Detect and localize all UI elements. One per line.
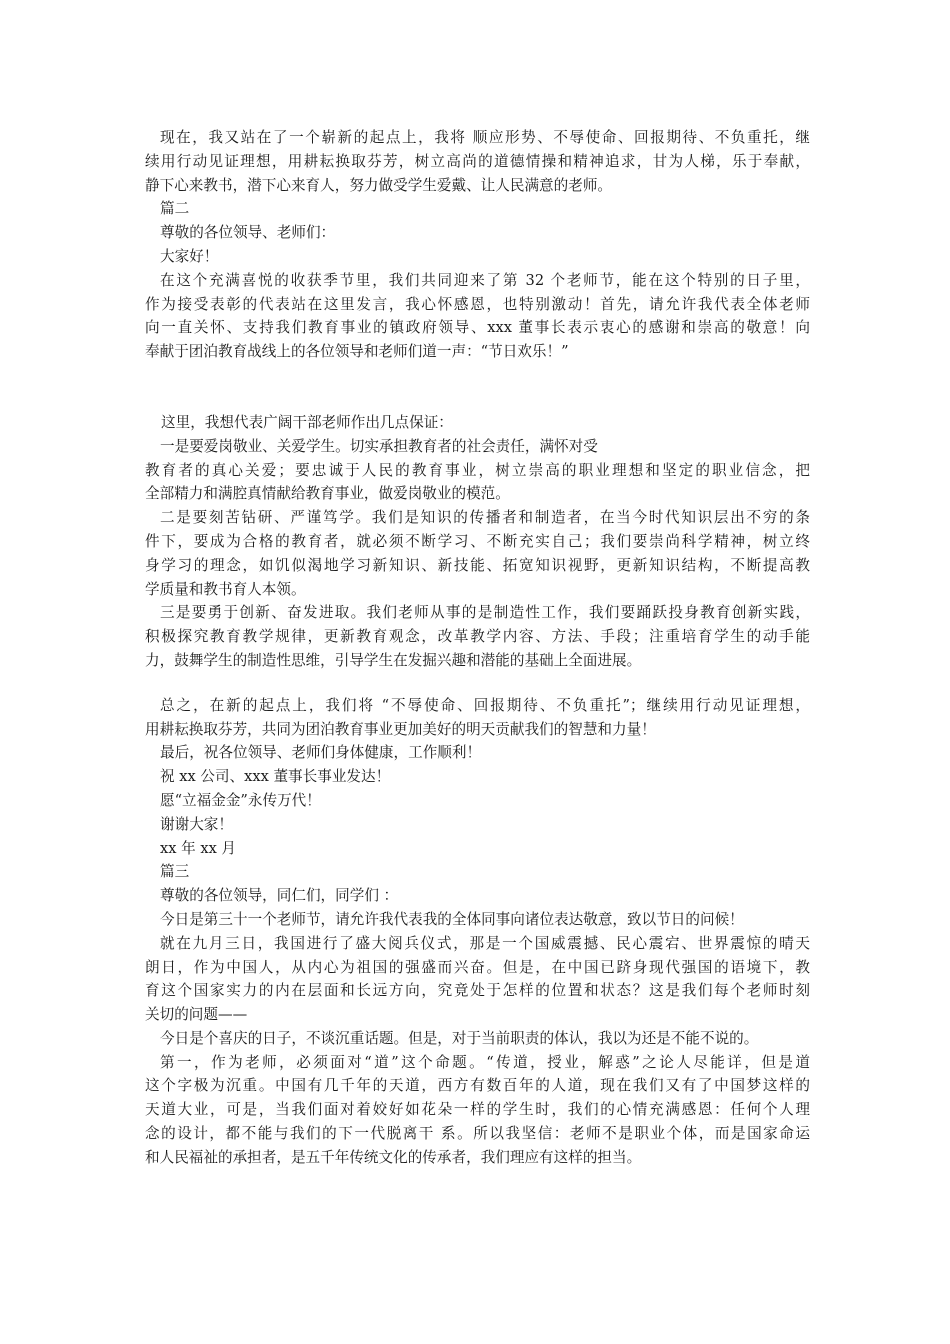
text-line: 和人民福祉的承担者，是五千年传统文化的传承者，我们理应有这样的担当。 <box>145 1148 642 1166</box>
closing-wish: 最后，祝各位领导、老师们身体健康，工作顺利！ <box>160 744 482 762</box>
text-line: 就在九月三日，我国进行了盛大阅兵仪式，那是一个国威震撼、民心震宕、世界震惊的晴天 <box>160 934 810 952</box>
document-body <box>145 126 810 1170</box>
section-heading-part3: 篇三 <box>160 863 190 881</box>
text-line: 向一直关怀、支持我们教育事业的镇政府领导、xxx 董事长表示衷心的感谢和崇高的敬意！向 <box>145 319 810 337</box>
pledge-intro: 这里，我想代表广阔干部老师作出几点保证： <box>161 413 453 431</box>
closing-wish: 愿“立福金金”永传万代！ <box>160 791 321 809</box>
conclusion-paragraph <box>145 694 810 742</box>
intro-paragraph <box>145 126 810 197</box>
text-line: 一是要爱岗敬业、关爱学生。切实承担教育者的社会责任，满怀对受 <box>160 437 598 455</box>
text-line: 用耕耘换取芬芳，共同为团泊教育事业更加美好的明天贡献我们的智慧和力量！ <box>145 720 656 738</box>
text-line: 育这个国家实力的内在层面和长远方向，究竟处于怎样的位置和状态？这是我们每个老师时刻 <box>145 982 810 1000</box>
text-line: 件下，要成为合格的教育者，就必须不断学习、不断充实自己；我们要崇尚科学精神，树立终 <box>145 532 810 550</box>
text-line: 二是要刻苦钻研、严谨笃学。我们是知识的传播者和制造者，在当今时代知识层出不穷的条 <box>160 509 810 527</box>
text-line: 第一，作为老师，必须面对“道”这个命题。“传道，授业，解惑”之论人尽能详，但是道 <box>160 1053 810 1071</box>
text-line: 在这个充满喜悦的收获季节里，我们共同迎来了第 32 个老师节，能在这个特别的日子里， <box>160 271 810 289</box>
thanks-line: 谢谢大家！ <box>160 815 233 833</box>
blank-space <box>145 673 810 694</box>
text-line: 静下心来教书，潜下心来育人，努力做受学生爱戴、让人民满意的老师。 <box>145 176 613 194</box>
section-heading-part2: 篇二 <box>160 200 190 218</box>
text-line: 天道大业，可是，当我们面对着姣好如花朵一样的学生时，我们的心情充满感恩：任何个人理 <box>145 1101 810 1119</box>
text-line: 教育者的真心关爱；要忠诚于人民的教育事业，树立崇高的职业理想和坚定的职业信念，把 <box>145 461 810 479</box>
paragraph: 今日是个喜庆的日子，不谈沉重话题。但是，对于当前职责的体认，我以为还是不能不说的。 <box>160 1029 759 1047</box>
blank-space <box>145 364 810 411</box>
date-line: xx 年 xx 月 <box>160 839 237 857</box>
text-line: 积极探究教育教学规律，更新教育观念，改革教学内容、方法、手段；注重培育学生的动手能 <box>145 628 810 646</box>
text-line: 全部精力和满腔真情献给教育事业，做爱岗敬业的模范。 <box>145 485 510 503</box>
text-line: 奉献于团泊教育战线上的各位领导和老师们道一声：“节日欢乐！” <box>145 343 569 361</box>
closing-wish: 祝 xx 公司、xxx 董事长事业发达！ <box>160 768 391 786</box>
point-three-paragraph <box>145 601 810 672</box>
opening-paragraph <box>145 269 810 364</box>
text-line: 现在，我又站在了一个崭新的起点上，我将 顺应形势、不辱使命、回报期待、不负重托，继 <box>160 129 810 146</box>
dao-paragraph <box>145 1051 810 1170</box>
text-line: 力，鼓舞学生的制造性思维，引导学生在发掘兴趣和潜能的基础上全面进展。 <box>145 651 642 669</box>
salutation: 尊敬的各位领导、老师们： <box>160 224 336 242</box>
salutation: 尊敬的各位领导，同仁们，同学们 ： <box>160 887 399 905</box>
text-line: 这个字极为沉重。中国有几千年的天道，西方有数百年的人道，现在我们又有了中国梦这样的 <box>145 1077 810 1095</box>
greeting: 大家好！ <box>160 247 219 265</box>
paragraph: 今日是第三十一个老师节，请允许我代表我的全体同事向诸位表达敬意，致以节日的问候！ <box>160 910 744 928</box>
text-line: 身学习的理念，如饥似渴地学习新知识、新技能、拓宽知识视野，更新知识结构，不断提高教 <box>145 556 810 574</box>
text-line: 念的设计，都不能与我们的下一代脱离干 系。所以我坚信：老师不是职业个体，而是国家命运 <box>145 1125 810 1143</box>
point-one-paragraph <box>145 435 810 506</box>
text-line: 续用行动见证理想，用耕耘换取芬芳，树立高尚的道德情操和精神追求，甘为人梯，乐于奉献， <box>145 152 810 170</box>
text-line: 朗日，作为中国人，从内心为祖国的强盛而兴奋。但是，在中国已跻身现代强国的语境下，教 <box>145 958 810 976</box>
text-line: 三是要勇于创新、奋发进取。我们老师从事的是制造性工作，我们要踊跃投身教育创新实践， <box>160 604 810 622</box>
point-two-paragraph <box>145 506 810 601</box>
text-line: 总之，在新的起点上，我们将 “不辱使命、回报期待、不负重托”；继续用行动见证理想， <box>160 696 810 714</box>
text-line: 关切的问题—— <box>145 1006 248 1024</box>
text-line: 作为接受表彰的代表站在这里发言，我心怀感恩，也特别激动！首先，请允许我代表全体老师 <box>145 295 810 313</box>
parade-paragraph <box>145 932 810 1027</box>
text-line: 学质量和教书育人本领。 <box>145 580 306 598</box>
